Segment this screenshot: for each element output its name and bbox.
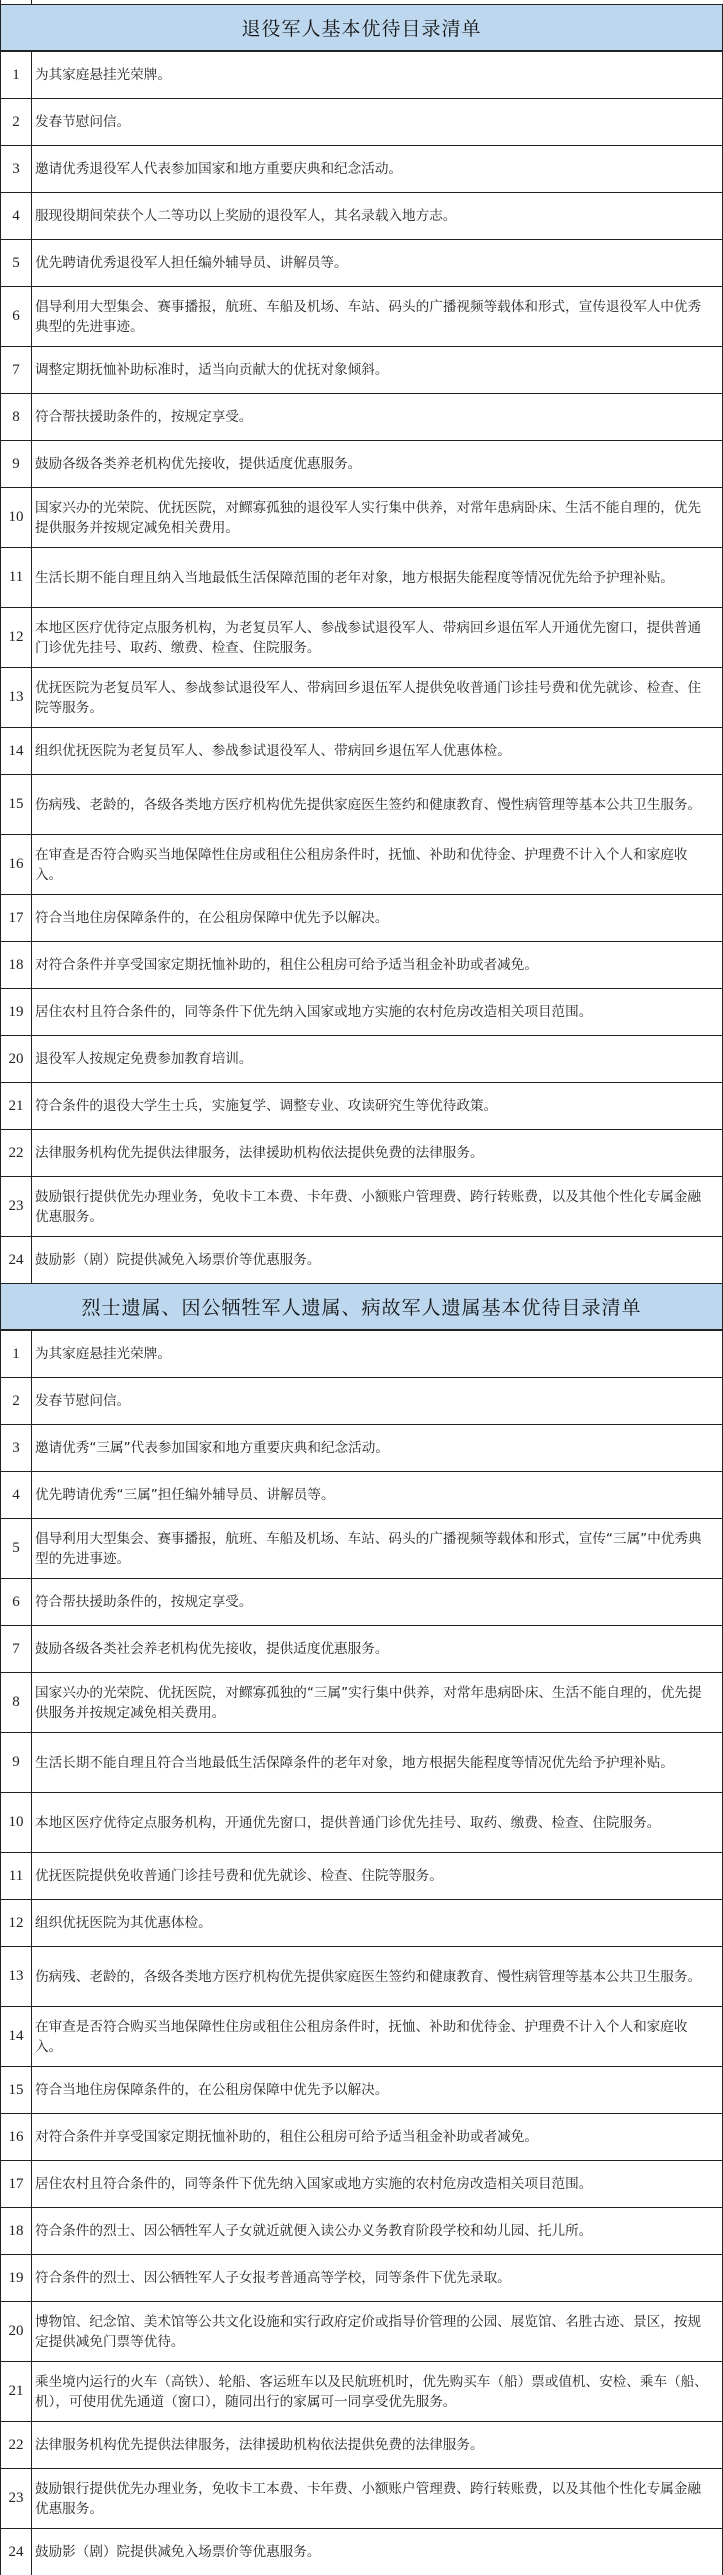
- table-row: [1, 942, 723, 989]
- table-row: [1, 668, 723, 728]
- table-row: [1, 728, 723, 775]
- benefit-description: 发春节慰问信。: [32, 99, 723, 146]
- table-row: [1, 1130, 723, 1177]
- table-row: [1, 2469, 723, 2529]
- benefit-description: 退役军人按规定免费参加教育培训。: [32, 1036, 723, 1083]
- benefit-description: 符合当地住房保障条件的，在公租房保障中优先予以解决。: [32, 895, 723, 942]
- row-number: 12: [1, 1900, 32, 1947]
- row-number: 16: [1, 2114, 32, 2161]
- table-row: [1, 2067, 723, 2114]
- row-number: 6: [1, 287, 32, 347]
- benefit-description: 符合条件的烈士、因公牺牲军人子女报考普通高等学校，同等条件下优先录取。: [32, 2255, 723, 2302]
- row-number: 4: [1, 1472, 32, 1519]
- bereaved-families-benefits-table: [0, 1330, 723, 2575]
- benefit-description: 鼓励银行提供优先办理业务，免收卡工本费、卡年费、小额账户管理费、跨行转账费，以及其他个性化专属金融优惠服务。: [32, 2469, 723, 2529]
- benefit-description: 鼓励各级各类养老机构优先接收，提供适度优惠服务。: [32, 441, 723, 488]
- table-row: [1, 989, 723, 1036]
- row-number: 5: [1, 1519, 32, 1579]
- table-row: [1, 1673, 723, 1733]
- table-row: [1, 2161, 723, 2208]
- table-row: [1, 1853, 723, 1900]
- table-row: [1, 895, 723, 942]
- benefit-description: 乘坐境内运行的火车（高铁）、轮船、客运班车以及民航班机时，优先购买车（船）票或值机、安检、乘车（船、机），可使用优先通道（窗口），随同出行的家属可一同享受优先服务。: [32, 2362, 723, 2422]
- table-row: [1, 608, 723, 668]
- row-number: 10: [1, 1793, 32, 1853]
- previous-row-fragment: [0, 0, 723, 5]
- row-number: 22: [1, 2422, 32, 2469]
- row-number: 6: [1, 1579, 32, 1626]
- table-row: [1, 1733, 723, 1793]
- benefit-description: 鼓励影（剧）院提供减免入场票价等优惠服务。: [32, 2529, 723, 2575]
- benefit-description: 鼓励影（剧）院提供减免入场票价等优惠服务。: [32, 1237, 723, 1284]
- row-number: 24: [1, 1237, 32, 1284]
- row-number: 17: [1, 895, 32, 942]
- table-row: [1, 146, 723, 193]
- benefit-description: 在审查是否符合购买当地保障性住房或租住公租房条件时，抚恤、补助和优待金、护理费不计入个人和家庭收入。: [32, 835, 723, 895]
- benefit-description: 国家兴办的光荣院、优抚医院，对鳏寡孤独的退役军人实行集中供养，对常年患病卧床、生活不能自理的，优先提供服务并按规定减免相关费用。: [32, 488, 723, 548]
- row-number: 21: [1, 2362, 32, 2422]
- table-row: [1, 1579, 723, 1626]
- benefit-description: 符合当地住房保障条件的，在公租房保障中优先予以解决。: [32, 2067, 723, 2114]
- row-number: 23: [1, 2469, 32, 2529]
- row-number: 9: [1, 1733, 32, 1793]
- benefit-description: 生活长期不能自理且符合当地最低生活保障条件的老年对象，地方根据失能程度等情况优先给予护理补贴。: [32, 1733, 723, 1793]
- benefit-description: 博物馆、纪念馆、美术馆等公共文化设施和实行政府定价或指导价管理的公园、展览馆、名胜古迹、景区，按规定提供减免门票等优待。: [32, 2302, 723, 2362]
- table-row: [1, 775, 723, 835]
- row-number: 11: [1, 548, 32, 608]
- table-row: [1, 1519, 723, 1579]
- row-number: 8: [1, 1673, 32, 1733]
- table-row: [1, 835, 723, 895]
- row-number: 20: [1, 2302, 32, 2362]
- benefit-description: 国家兴办的光荣院、优抚医院，对鳏寡孤独的“三属”实行集中供养，对常年患病卧床、生活不能自理的，优先提供服务并按规定减免相关费用。: [32, 1673, 723, 1733]
- row-number: 7: [1, 347, 32, 394]
- table-row: [1, 287, 723, 347]
- row-number: 7: [1, 1626, 32, 1673]
- table-row: [1, 99, 723, 146]
- row-number: 13: [1, 668, 32, 728]
- table-row: [1, 193, 723, 240]
- benefit-description: 调整定期抚恤补助标准时，适当向贡献大的优抚对象倾斜。: [32, 347, 723, 394]
- row-number: 1: [1, 52, 32, 99]
- benefit-description: 符合条件的退役大学生士兵，实施复学、调整专业、攻读研究生等优待政策。: [32, 1083, 723, 1130]
- benefit-description: 法律服务机构优先提供法律服务，法律援助机构依法提供免费的法律服务。: [32, 1130, 723, 1177]
- table-row: [1, 2255, 723, 2302]
- benefit-description: 符合帮扶援助条件的，按规定享受。: [32, 394, 723, 441]
- benefit-description: 发春节慰问信。: [32, 1378, 723, 1425]
- benefit-description: 组织优抚医院为其优惠体检。: [32, 1900, 723, 1947]
- benefit-description: 鼓励银行提供优先办理业务，免收卡工本费、卡年费、小额账户管理费、跨行转账费，以及其他个性化专属金融优惠服务。: [32, 1177, 723, 1237]
- benefit-description: 生活长期不能自理且纳入当地最低生活保障范围的老年对象，地方根据失能程度等情况优先给予护理补贴。: [32, 548, 723, 608]
- table-row: [1, 1793, 723, 1853]
- row-number: 3: [1, 146, 32, 193]
- table-row: [1, 394, 723, 441]
- row-number: 20: [1, 1036, 32, 1083]
- benefit-description: 倡导利用大型集会、赛事播报，航班、车船及机场、车站、码头的广播视频等载体和形式，宣传退役军人中优秀典型的先进事迹。: [32, 287, 723, 347]
- benefit-description: 伤病残、老龄的，各级各类地方医疗机构优先提供家庭医生签约和健康教育、慢性病管理等基本公共卫生服务。: [32, 1947, 723, 2007]
- row-number: 3: [1, 1425, 32, 1472]
- table-row: [1, 240, 723, 287]
- table-row: [1, 347, 723, 394]
- row-number: 18: [1, 2208, 32, 2255]
- table-row: [1, 1036, 723, 1083]
- row-number: 16: [1, 835, 32, 895]
- row-number: 15: [1, 775, 32, 835]
- benefit-description: 对符合条件并享受国家定期抚恤补助的，租住公租房可给予适当租金补助或者减免。: [32, 942, 723, 989]
- table-row: [1, 2422, 723, 2469]
- table-row: [1, 1177, 723, 1237]
- benefit-description: 倡导利用大型集会、赛事播报，航班、车船及机场、车站、码头的广播视频等载体和形式，宣传“三属”中优秀典型的先进事迹。: [32, 1519, 723, 1579]
- row-number: 22: [1, 1130, 32, 1177]
- benefit-description: 为其家庭悬挂光荣牌。: [32, 1331, 723, 1378]
- veterans-benefits-table: [0, 51, 723, 1284]
- table-row: [1, 1472, 723, 1519]
- table-row: [1, 488, 723, 548]
- benefit-description: 居住农村且符合条件的，同等条件下优先纳入国家或地方实施的农村危房改造相关项目范围。: [32, 2161, 723, 2208]
- row-number: 21: [1, 1083, 32, 1130]
- section-title-bereaved-families: 烈士遗属、因公牺牲军人遗属、病故军人遗属基本优待目录清单: [0, 1284, 723, 1330]
- table-row: [1, 1331, 723, 1378]
- benefit-description: 伤病残、老龄的，各级各类地方医疗机构优先提供家庭医生签约和健康教育、慢性病管理等基本公共卫生服务。: [32, 775, 723, 835]
- row-number: 11: [1, 1853, 32, 1900]
- benefit-description: 邀请优秀退役军人代表参加国家和地方重要庆典和纪念活动。: [32, 146, 723, 193]
- benefit-description: 本地区医疗优待定点服务机构，为老复员军人、参战参试退役军人、带病回乡退伍军人开通优先窗口，提供普通门诊优先挂号、取药、缴费、检查、住院服务。: [32, 608, 723, 668]
- row-number: 18: [1, 942, 32, 989]
- benefit-description: 邀请优秀“三属”代表参加国家和地方重要庆典和纪念活动。: [32, 1425, 723, 1472]
- benefit-description: 优先聘请优秀“三属”担任编外辅导员、讲解员等。: [32, 1472, 723, 1519]
- benefit-description: 对符合条件并享受国家定期抚恤补助的，租住公租房可给予适当租金补助或者减免。: [32, 2114, 723, 2161]
- benefit-description: 为其家庭悬挂光荣牌。: [32, 52, 723, 99]
- row-number: 17: [1, 2161, 32, 2208]
- table-row: [1, 1237, 723, 1284]
- table-row: [1, 1947, 723, 2007]
- row-number: 1: [1, 1331, 32, 1378]
- benefit-description: 符合帮扶援助条件的，按规定享受。: [32, 1579, 723, 1626]
- row-number: 8: [1, 394, 32, 441]
- benefit-description: 组织优抚医院为老复员军人、参战参试退役军人、带病回乡退伍军人优惠体检。: [32, 728, 723, 775]
- row-number: 10: [1, 488, 32, 548]
- row-number: 24: [1, 2529, 32, 2575]
- benefit-description: 优抚医院为老复员军人、参战参试退役军人、带病回乡退伍军人提供免收普通门诊挂号费和优先就诊、检查、住院等服务。: [32, 668, 723, 728]
- benefit-description: 优先聘请优秀退役军人担任编外辅导员、讲解员等。: [32, 240, 723, 287]
- row-number: 14: [1, 728, 32, 775]
- table-row: [1, 2114, 723, 2161]
- row-number: 2: [1, 1378, 32, 1425]
- table-row: [1, 52, 723, 99]
- row-number: 5: [1, 240, 32, 287]
- benefit-description: 鼓励各级各类社会养老机构优先接收，提供适度优惠服务。: [32, 1626, 723, 1673]
- benefit-description: 优抚医院提供免收普通门诊挂号费和优先就诊、检查、住院等服务。: [32, 1853, 723, 1900]
- row-number: 14: [1, 2007, 32, 2067]
- table-row: [1, 1378, 723, 1425]
- table-row: [1, 2529, 723, 2575]
- row-number: 4: [1, 193, 32, 240]
- row-number: 13: [1, 1947, 32, 2007]
- table-row: [1, 2208, 723, 2255]
- row-number: 12: [1, 608, 32, 668]
- table-row: [1, 2302, 723, 2362]
- row-number: 19: [1, 989, 32, 1036]
- benefit-description: 符合条件的烈士、因公牺牲军人子女就近就便入读公办义务教育阶段学校和幼儿园、托儿所。: [32, 2208, 723, 2255]
- row-number: 23: [1, 1177, 32, 1237]
- table-row: [1, 548, 723, 608]
- row-number: 9: [1, 441, 32, 488]
- benefit-description: 法律服务机构优先提供法律服务，法律援助机构依法提供免费的法律服务。: [32, 2422, 723, 2469]
- table-row: [1, 1425, 723, 1472]
- row-number: 15: [1, 2067, 32, 2114]
- table-row: [1, 2362, 723, 2422]
- table-row: [1, 2007, 723, 2067]
- section-title-veterans: 退役军人基本优待目录清单: [0, 5, 723, 51]
- row-number: 2: [1, 99, 32, 146]
- benefit-description: 在审查是否符合购买当地保障性住房或租住公租房条件时，抚恤、补助和优待金、护理费不计入个人和家庭收入。: [32, 2007, 723, 2067]
- benefit-description: 服现役期间荣获个人二等功以上奖励的退役军人，其名录载入地方志。: [32, 193, 723, 240]
- table-row: [1, 1083, 723, 1130]
- row-number: 19: [1, 2255, 32, 2302]
- benefit-description: 本地区医疗优待定点服务机构，开通优先窗口，提供普通门诊优先挂号、取药、缴费、检查、住院服务。: [32, 1793, 723, 1853]
- benefit-description: 居住农村且符合条件的，同等条件下优先纳入国家或地方实施的农村危房改造相关项目范围。: [32, 989, 723, 1036]
- table-row: [1, 1900, 723, 1947]
- table-row: [1, 441, 723, 488]
- table-row: [1, 1626, 723, 1673]
